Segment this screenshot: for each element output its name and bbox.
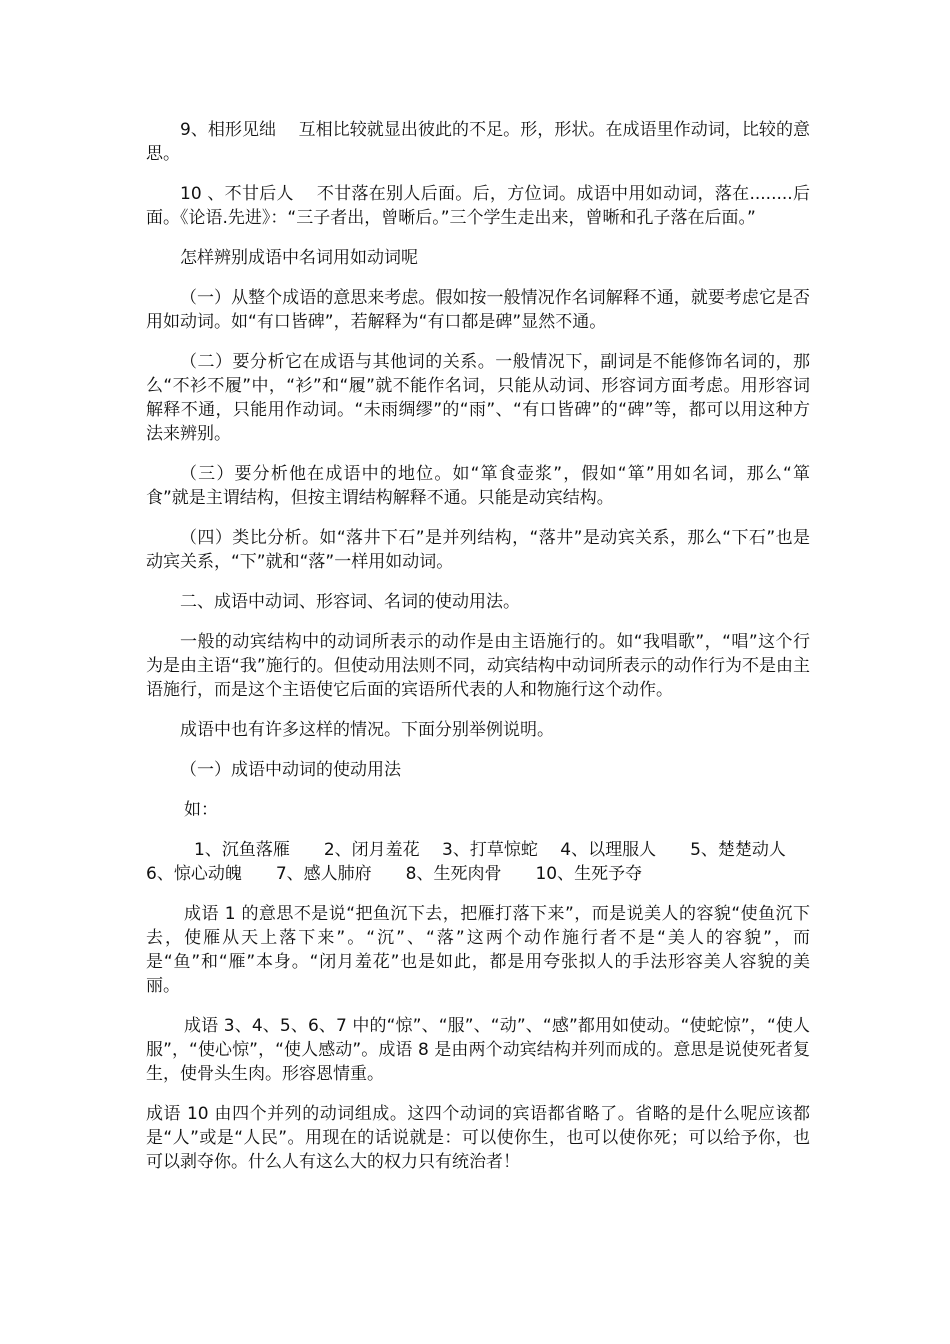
paragraph-method-1: （一）从整个成语的意思来考虑。假如按一般情况作名词解释不通，就要考虑它是否用如动词。如“有口皆碑”，若解释为“有口都是碑”显然不通。 bbox=[146, 288, 810, 332]
section-two-heading: 二、成语中动词、形容词、名词的使动用法。 bbox=[180, 592, 520, 612]
paragraph-item-10: 10 、不甘后人 不甘落在别人后面。后，方位词。成语中用如动词，落在........后面。《论语.先进》：“三子者出，曾晰后。”三个学生走出来，曾晰和孔子落在后面。” bbox=[146, 184, 810, 228]
paragraph-idiom-3-8-explanation: 成语 3、4、5、6、7 中的“惊”、“服”、“动”、“感”都用如使动。“使蛇惊”，“使人服”，“使心惊”，“使人感动”。成语 8 是由两个动宾结构并列而成的。意思是说使死者复生，使骨头生肉。形容恩情重。 bbox=[146, 1016, 810, 1084]
idiom-example-list: 1、沉鱼落雁 2、闭月羞花 3、打草惊蛇 4、以理服人 5、楚楚动人 6、惊心动魄 7、感人肺府 8、生死肉骨 10、生死予夺 bbox=[146, 840, 820, 884]
paragraph-causative-intro: 一般的动宾结构中的动词所表示的动作是由主语施行的。如“我唱歌”，“唱”这个行为是由主语“我”施行的。但使动用法则不同，动宾结构中动词所表示的动作行为不是由主语施行，而是这个主语使它后面的宾语所代表的人和物施行这个动作。 bbox=[146, 632, 810, 700]
subsection-verb-causative-heading: （一）成语中动词的使动用法 bbox=[180, 760, 401, 780]
paragraph-method-4: （四）类比分析。如“落井下石”是并列结构，“落井”是动宾关系，那么“下石”也是动宾关系，“下”就和“落”一样用如动词。 bbox=[146, 528, 810, 572]
section-question-heading: 怎样辨别成语中名词用如动词呢 bbox=[180, 248, 418, 268]
example-prompt: 如： bbox=[184, 800, 218, 820]
document-page bbox=[146, 118, 820, 1190]
paragraph-idiom-1-explanation: 成语 1 的意思不是说“把鱼沉下去，把雁打落下来”，而是说美人的容貌“使鱼沉下去，使雁从天上落下来”。“沉”、“落”这两个动作施行者不是“美人的容貌”，而是“鱼”和“雁”本身。“闭月羞花”也是如此，都是用夸张拟人的手法形容美人容貌的美丽。 bbox=[146, 904, 810, 996]
paragraph-examples-intro: 成语中也有许多这样的情况。下面分别举例说明。 bbox=[180, 720, 554, 740]
paragraph-idiom-10-explanation: 成语 10 由四个并列的动词组成。这四个动词的宾语都省略了。省略的是什么呢应该都是“人”或是“人民”。用现在的话说就是：可以使你生，也可以使你死；可以给予你，也可以剥夺你。什么人有这么大的权力只有统治者！ bbox=[146, 1104, 810, 1172]
paragraph-method-2: （二）要分析它在成语与其他词的关系。一般情况下，副词是不能修饰名词的，那么“不衫不履”中，“衫”和“履”就不能作名词，只能从动词、形容词方面考虑。用形容词解释不通，只能用作动词。“未雨绸缪”的“雨”、“有口皆碑”的“碑”等，都可以用这种方法来辨别。 bbox=[146, 352, 810, 444]
paragraph-item-9: 9、相形见绌 互相比较就显出彼此的不足。形，形状。在成语里作动词，比较的意思。 bbox=[146, 120, 810, 164]
paragraph-method-3: （三）要分析他在成语中的地位。如“箪食壶浆”，假如“箪”用如名词，那么“箪食”就是主谓结构，但按主谓结构解释不通。只能是动宾结构。 bbox=[146, 464, 810, 508]
